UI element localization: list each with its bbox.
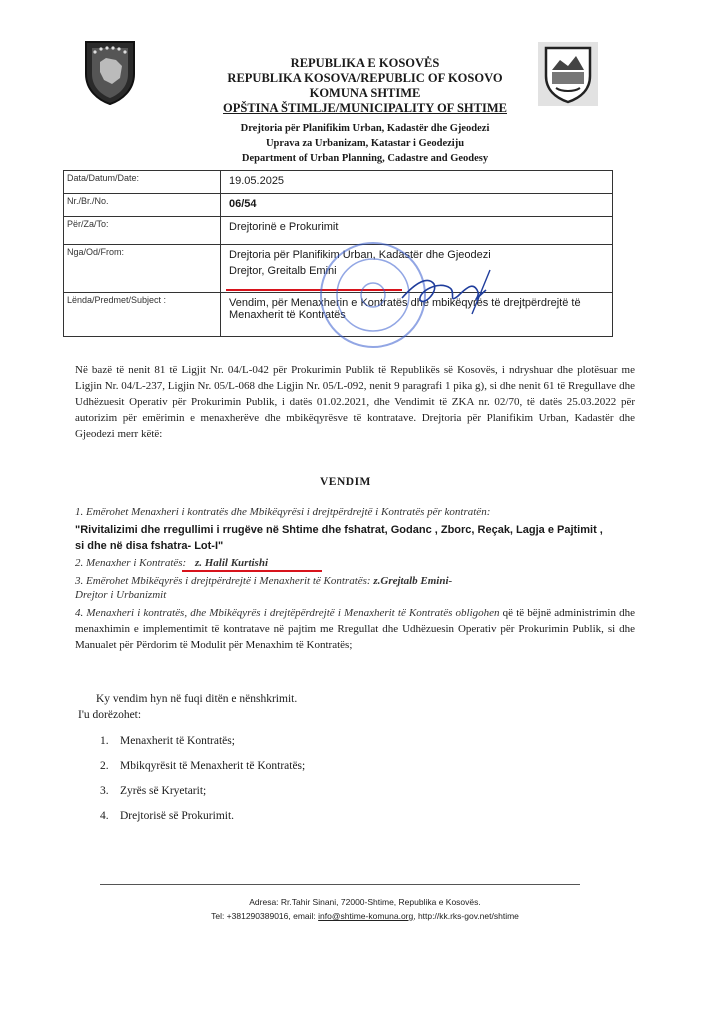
date-value: 19.05.2025 <box>221 171 613 194</box>
item1-contract-name: "Rivitalizimi dhe rregullimi i rrugëve në Shtime dhe fshatrat, Godanc , Zborc, Reçak, Lagja e Pajtimit , si dhe në disa fshatra- Lot-I" <box>75 524 603 552</box>
item2-label: 2. Menaxher i Kontratës: <box>75 557 187 569</box>
effective-statement: Ky vendim hyn në fuqi ditën e nënshkrimit. <box>96 693 298 705</box>
recipient-text: Mbikqyrësit të Menaxherit të Kontratës; <box>120 760 306 772</box>
date-label: Data/Datum/Date: <box>64 171 221 194</box>
footer-divider <box>100 884 580 885</box>
signature-mark <box>398 262 508 318</box>
recipient-number: 1. <box>100 735 109 747</box>
department-english: Department of Urban Planning, Cadastre and Geodesy <box>241 153 489 164</box>
delivered-to-label: I'u dorëzohet: <box>78 709 142 721</box>
item1-label: 1. Emërohet Menaxheri i kontratës dhe Mbikëqyrësi i drejtpërdrejtë i Kontratës për kontratën: <box>75 506 491 518</box>
sender-department: Drejtoria për Planifikim Urban, Kadastër dhe Gjeodezi <box>229 249 491 261</box>
number-label: Nr./Br./No. <box>64 194 221 217</box>
subject-label: Lënda/Predmet/Subject : <box>64 293 221 337</box>
department-albanian: Drejtoria për Planifikim Urban, Kadastër dhe Gjeodezi <box>240 123 490 134</box>
manager-underline <box>182 570 322 572</box>
recipient-text: Drejtorisë së Prokurimit. <box>120 810 235 822</box>
sender-label: Nga/Od/From: <box>64 245 221 293</box>
item4-label: 4. Menaxheri i kontratës, dhe Mbikëqyrës i drejtëpërdrejtë i Menaxherit të Kontratës obligohen <box>75 607 500 619</box>
recipient-item <box>100 809 305 824</box>
recipient-value: Drejtorinë e Prokurimit <box>221 217 613 245</box>
recipient-number: 2. <box>100 760 109 772</box>
recipient-text: Zyrës së Kryetarit; <box>120 785 207 797</box>
kosovo-emblem-icon <box>80 38 140 106</box>
footer-address: Adresa: Rr.Tahir Sinani, 72000-Shtime, Republika e Kosovës. <box>249 897 481 907</box>
recipient-item <box>100 784 305 799</box>
item4-row <box>75 605 635 653</box>
recipient-item <box>100 759 305 774</box>
header-country: REPUBLIKA E KOSOVĖS <box>290 56 440 70</box>
subject-value: Vendim, për Menaxherin e Kontratës dhe mbikëqyrës të drejtpërdrejtë të Menaxherit të Kontratës <box>221 293 613 337</box>
recipient-item <box>100 734 305 749</box>
intro-paragraph: Në bazë të nenit 81 të Ligjit Nr. 04/L-042 për Prokurimin Publik të Republikës së Kosovës, i ndryshuar dhe plotësuar me Ligjin Nr. 04/L-237, Ligjin Nr. 05/L-068 dhe Ligjin Nr. 05/L-092, nenit 9 paragrafi 1 pika g), si dhe nenit 61 të Rregullave dhe Udhëzuesit Operativ për Prokurimin Publik, i datës 01.02.2021, dhe Vendimit të ZKA nr. 02/70, të datës 25.03.2022 për autorizim për emërimin e menaxherëve dhe mbikëqyrësve të kontratave. Drejtoria për Planifikim Urban, Kadastër dhe Gjeodezi merr këtë: <box>75 364 635 440</box>
footer-website: , http://kk.rks-gov.net/shtime <box>413 911 519 921</box>
item3-row <box>75 573 635 589</box>
decision-title: VENDIM <box>320 476 371 488</box>
footer-phone: Tel: +381290389016, email: <box>211 911 319 921</box>
recipients-list <box>100 734 305 824</box>
header-municipality: KOMUNA SHTIME <box>309 86 421 100</box>
recipient-label: Për/Za/To: <box>64 217 221 245</box>
header-republic: REPUBLIKA KOSOVA/REPUBLIC OF KOSOVO <box>227 71 503 85</box>
recipient-text: Menaxherit të Kontratës; <box>120 735 235 747</box>
item2-manager: z. Halil Kurtishi <box>194 557 269 569</box>
recipient-number: 4. <box>100 810 109 822</box>
recipient-number: 3. <box>100 785 109 797</box>
sender-signatory: Drejtor, Greitalb Emini <box>229 265 337 277</box>
department-serbian: Uprava za Urbanizam, Katastar i Geodeziju <box>265 138 465 149</box>
number-value: 06/54 <box>221 194 613 217</box>
footer-email-link[interactable]: info@shtime-komuna.org <box>318 911 414 921</box>
item3-label: 3. Emërohet Mbikëqyrës i drejtpërdrejtë i Menaxherit të Kontratës: <box>75 575 371 587</box>
item2-row <box>75 557 268 569</box>
item3-supervisor-title: Drejtor i Urbanizmit <box>75 589 167 601</box>
header-municipality-multilang: OPŠTINA ŠTIMLJE/MUNICIPALITY OF SHTIME <box>223 101 507 115</box>
item4-text: që të bëjnë administrimin dhe menaxhimin e implementimit të kontratave në pajtim me Rregullat dhe Udhëzuesin Operativ për Prokurimin Publik, si dhe Manualet për Përdorim të Modulit për Menaxhim të Kontratës; <box>75 607 636 651</box>
item3-supervisor: z.Grejtalb Emini- <box>373 575 453 587</box>
footer-contact <box>180 909 550 923</box>
